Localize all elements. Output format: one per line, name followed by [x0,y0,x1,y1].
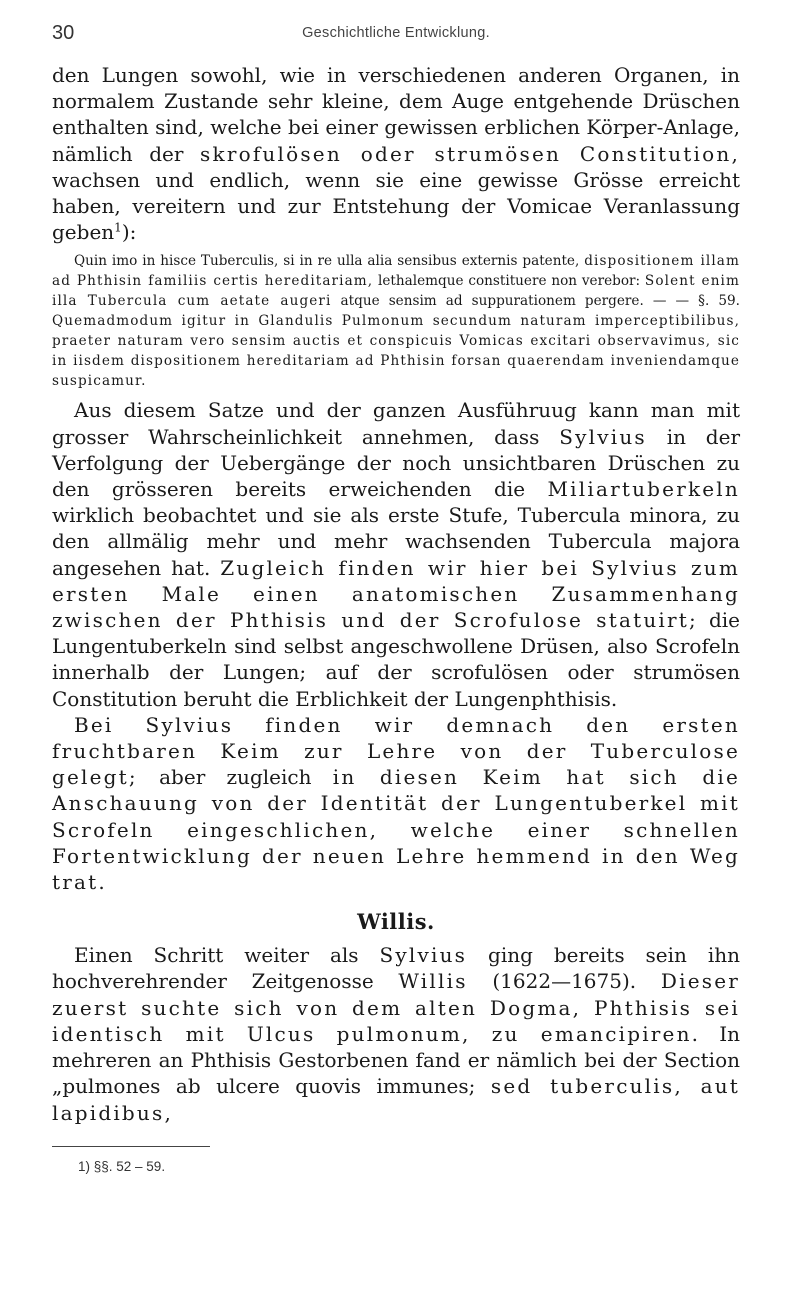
page-number: 30 [52,22,75,44]
spaced-emphasis: skrofulösen oder strumösen Constitution, [200,141,741,166]
running-head: Geschichtliche Entwicklung. [302,25,490,41]
page-header [52,10,740,50]
paragraph-2: Aus diesem Satze und der ganzen Ausführuug kann man mit grosser Wahrscheinlichkeit annehmen, dass Sylvius in der Verfolgung der Uebergänge der noch unsichtbaren Drüschen zu den grösseren bereits erweichenden die Miliartuberkeln wirklich beobachtet und sie als erste Stufe, Tubercula minora, zu den allmälig mehr und mehr wachsenden Tubercula majora angesehen hat. Zugleich finden wir hier bei Sylvius zum ersten Male einen anatomischen Zusammenhang zwischen der Phthisis und der Scrofulose statuirt; die Lungentuberkeln sind selbst angeschwollene Drüsen, also Scrofeln innerhalb der Lungen; auf der scrofulösen oder strumösen Constitution beruht die Erblichkeit der Lungenphthisis. [52,398,740,711]
footnote-marker: 1 [114,220,122,235]
footnote-divider [52,1146,210,1147]
body-text [52,62,740,1174]
paragraph-4: Einen Schritt weiter als Sylvius ging bereits sein ihn hochverehrender Zeitgenosse Willis (1622—1675). Dieser zuerst suchte sich von dem alten Dogma, Phthisis sei identisch mit Ulcus pulmonum, zu emancipiren. In mehreren an Phthisis Gestorbenen fand er nämlich bei der Section „pulmones ab ulcere quovis immunes; sed tuberculis, aut lapidibus, [52,943,741,1125]
section-heading: Willis. [357,909,435,935]
paragraph-3: Bei Sylvius finden wir demnach den ersten fruchtbaren Keim zur Lehre von der Tuberculose gelegt; aber zugleich in diesen Keim hat sich die Anschauung von der Identität der Lungentuberkel mit Scrofeln eingeschlichen, welche einer schnellen Fortentwicklung der neuen Lehre hemmend in den Weg trat. [52,712,740,895]
latin-quotation: Quin imo in hisce Tuberculis, si in re ulla alia sensibus externis patente, dispositionem illam ad Phthisin familiis certis hereditariam, lethalemque constituere non verebor: Solent enim illa Tubercula cum aetate augeri atque sensim ad suppurationem pergere. — — §. 59. Quemadmodum igitur in Glandulis Pulmonum secundum naturam imperceptibilibus, praeter naturam vero sensim auctis et conspicuis Vomicas excitari observavimus, sic in iisdem dispositionem hereditariam ad Phthisin forsan quaerendam inveniendamque suspicamur. [52,253,740,390]
paragraph-1: den Lungen sowohl, wie in verschiedenen anderen Organen, in normalem Zustande sehr kleine, dem Auge entgehende Drüschen enthalten sind, welche bei einer gewissen erblichen Körper-Anlage, nämlich der skrofulösen oder strumösen Constitution, wachsen und endlich, wenn sie eine gewisse Grösse erreicht haben, vereitern und zur Entstehung der Vomicae Veranlassung geben$^1$): [52,63,741,245]
footnote: 1) §§. 52 – 59. [78,1158,166,1174]
